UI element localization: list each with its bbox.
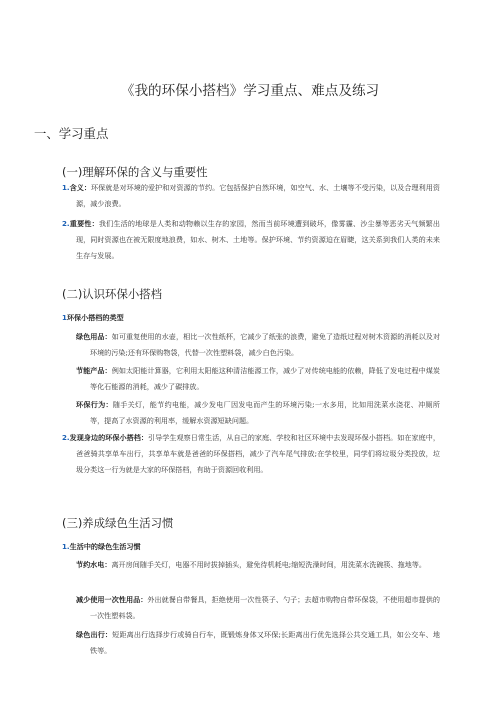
item-text: 例如太阳能计算器，它利用太阳能这种清洁能源工作，减少了对传统电能的依赖，降低了发电过程中煤炭等化石能源的消耗，减少了碳排放。 [90,366,441,391]
sub-heading-label: 生活中的绿色生活习惯 [69,542,141,551]
sub-heading-label: 环保小搭档的类型 [66,313,124,322]
section-heading-key-points: 一、学习重点 [34,126,109,141]
item-text: 短距离出行选择步行或骑自行车，既锻炼身体又环保;长距离出行优先选择公共交通工具，如公交车、地铁等。 [90,630,441,655]
item-lead: 环保行为： [76,400,113,409]
item-text: 如可重复使用的水壶，相比一次性纸杯，它减少了纸张的浪费，避免了造纸过程对树木资源的消耗以及对环境的污染;还有环保购物袋，代替一次性塑料袋，减少白色污染。 [90,332,441,357]
item-lead: 节约水电： [76,560,112,569]
list-item-importance [62,216,440,264]
subsection-heading-partners: (二)认识环保小搭档 [62,287,163,301]
item-lead: 重要性： [69,219,99,228]
sub-heading-partner-types [62,313,124,323]
sub-heading-daily-habits [62,542,141,552]
item-text: 离开房间随手关灯，电器不用时拔掉插头，避免待机耗电;缩短洗澡时间，用洗菜水洗碗筷、拖地等。 [111,560,426,569]
list-item-meaning [62,180,440,212]
item-number: 2. [62,433,70,442]
item-number: 1. [62,542,70,551]
item-text: 环保就是对环境的爱护和对资源的节约。它包括保护自然环境，如空气、水、土壤等不受污染，以及合理利用资源，减少浪费。 [76,183,441,208]
item-text: 外出就餐自带餐具，拒绝使用一次性筷子、勺子；去超市购物自带环保袋，不使用超市提供的一次性塑料袋。 [90,595,441,620]
subsection-heading-meaning: (一)理解环保的含义与重要性 [62,165,208,179]
item-number: 2. [62,219,70,228]
list-item-discover-partners [62,430,440,478]
list-item-energy-saving [76,363,440,395]
item-number: 1. [62,183,70,192]
subsection-heading-green-habits: (三)养成绿色生活习惯 [62,516,174,530]
document-title: 《我的环保小搭档》学习重点、难点及练习 [120,83,380,99]
list-item-eco-behavior [76,397,440,429]
item-text: 随手关灯，能节约电能，减少发电厂因发电而产生的环境污染;一水多用，比如用洗菜水浇花、冲厕所等，提高了水资源的利用率，缓解水资源短缺问题。 [90,400,441,425]
item-number: 1 [62,313,67,322]
item-lead: 节能产品： [76,366,112,375]
list-item-save-water-power [76,557,440,573]
item-lead: 减少使用一次性用品： [76,595,148,604]
item-text: 我们生活的地球是人类和动物赖以生存的家园，然而当前环境遭到破坏，像雾霾、沙尘暴等恶劣天气频繁出现，同时资源也在被无限度地浪费，如水、树木、土地等。保护环境、节约资源迫在眉睫，这关系到我们人类的未来生存与发展。 [76,219,440,260]
item-lead: 含义： [69,183,92,192]
list-item-reduce-disposables [76,592,440,624]
item-text: 引导学生观察日常生活，从自己的家庭、学校和社区环境中去发现环保小搭档。如在家庭中，爸爸骑共享单车出行，共享单车就是爸爸的环保搭档，减少了汽车尾气排放;在学校里，同学们将垃圾分类投放，垃圾分类这一行为就是大家的环保搭档，有助于资源回收利用。 [76,433,440,474]
item-lead: 发现身边的环保小搭档： [69,433,149,442]
item-lead: 绿色出行： [76,630,113,639]
item-lead: 绿色用品： [76,332,112,341]
list-item-green-travel [76,627,440,659]
list-item-green-products [76,329,440,361]
